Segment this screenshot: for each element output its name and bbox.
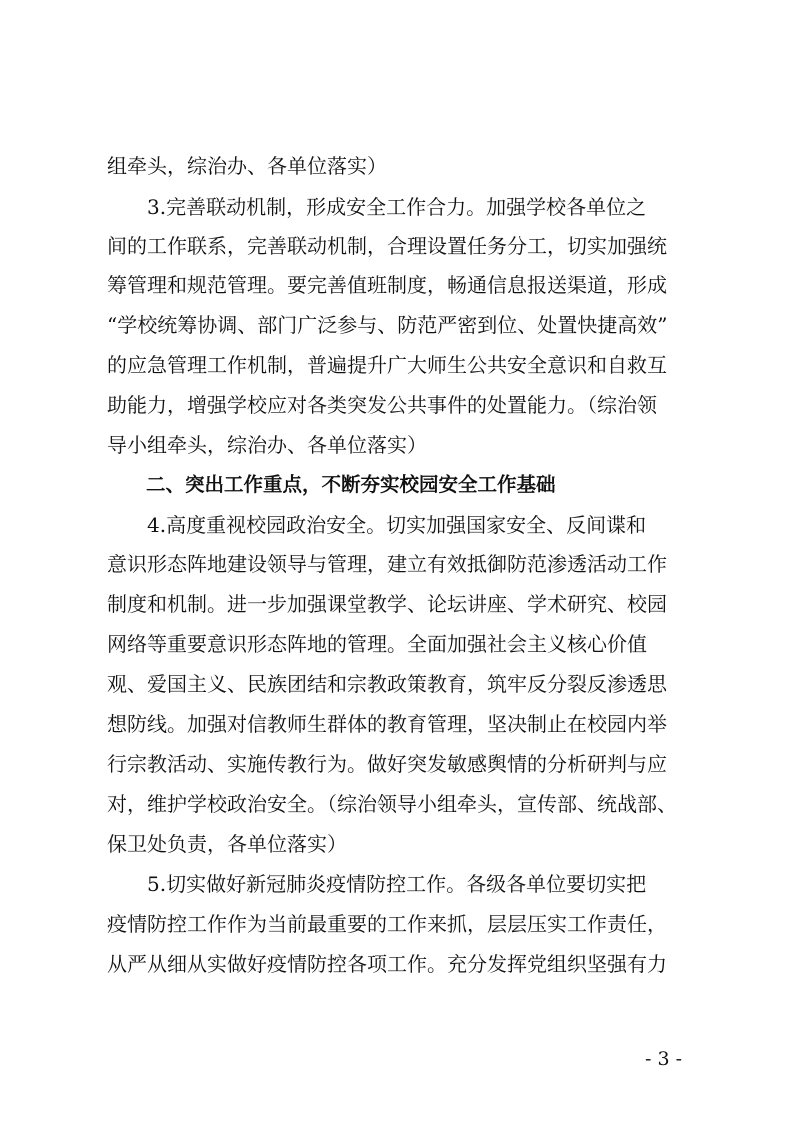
text-line: 的应急管理工作机制，普遍提升广大师生公共安全意识和自救互 (107, 353, 667, 377)
text-line: 5.切实做好新冠肺炎疫情防控工作。各级各单位要切实把 (107, 872, 647, 896)
text-line: 导小组牵头，综治办、各单位落实） (107, 433, 427, 457)
text-line: 组牵头，综治办、各单位落实） (107, 154, 387, 178)
text-line: 助能力，增强学校应对各类突发公共事件的处置能力。（综治领 (107, 393, 657, 417)
text-line: 想防线。加强对信教师生群体的教育管理，坚决制止在校园内举 (107, 712, 667, 736)
text-line: 观、爱国主义、民族团结和宗教政策教育，筑牢反分裂反渗透思 (107, 672, 667, 696)
section-heading: 二、突出工作重点，不断夯实校园安全工作基础 (107, 473, 556, 496)
text-line: 从严从细从实做好疫情防控各项工作。充分发挥党组织坚强有力 (107, 952, 667, 976)
text-line: 间的工作联系，完善联动机制，合理设置任务分工，切实加强统 (107, 234, 667, 258)
text-line: 保卫处负责，各单位落实） (107, 832, 347, 856)
page-number: - 3 - (645, 1048, 683, 1070)
text-line: 意识形态阵地建设领导与管理，建立有效抵御防范渗透活动工作 (107, 552, 667, 576)
text-line: 4.高度重视校园政治安全。切实加强国家安全、反间谍和 (107, 513, 647, 537)
text-line: 网络等重要意识形态阵地的管理。全面加强社会主义核心价值 (107, 632, 647, 656)
text-line: 制度和机制。进一步加强课堂教学、论坛讲座、学术研究、校园 (107, 592, 667, 616)
text-line: 筹管理和规范管理。要完善值班制度，畅通信息报送渠道，形成 (107, 273, 667, 297)
text-line: 行宗教活动、实施传教行为。做好突发敏感舆情的分析研判与应 (107, 752, 667, 776)
text-line: 疫情防控工作作为当前最重要的工作来抓，层层压实工作责任， (107, 912, 667, 936)
text-line: “学校统筹协调、部门广泛参与、防范严密到位、处置快捷高效” (107, 313, 668, 337)
text-line: 3.完善联动机制，形成安全工作合力。加强学校各单位之 (107, 195, 647, 219)
text-line: 对，维护学校政治安全。（综治领导小组牵头，宣传部、统战部、 (107, 792, 677, 816)
